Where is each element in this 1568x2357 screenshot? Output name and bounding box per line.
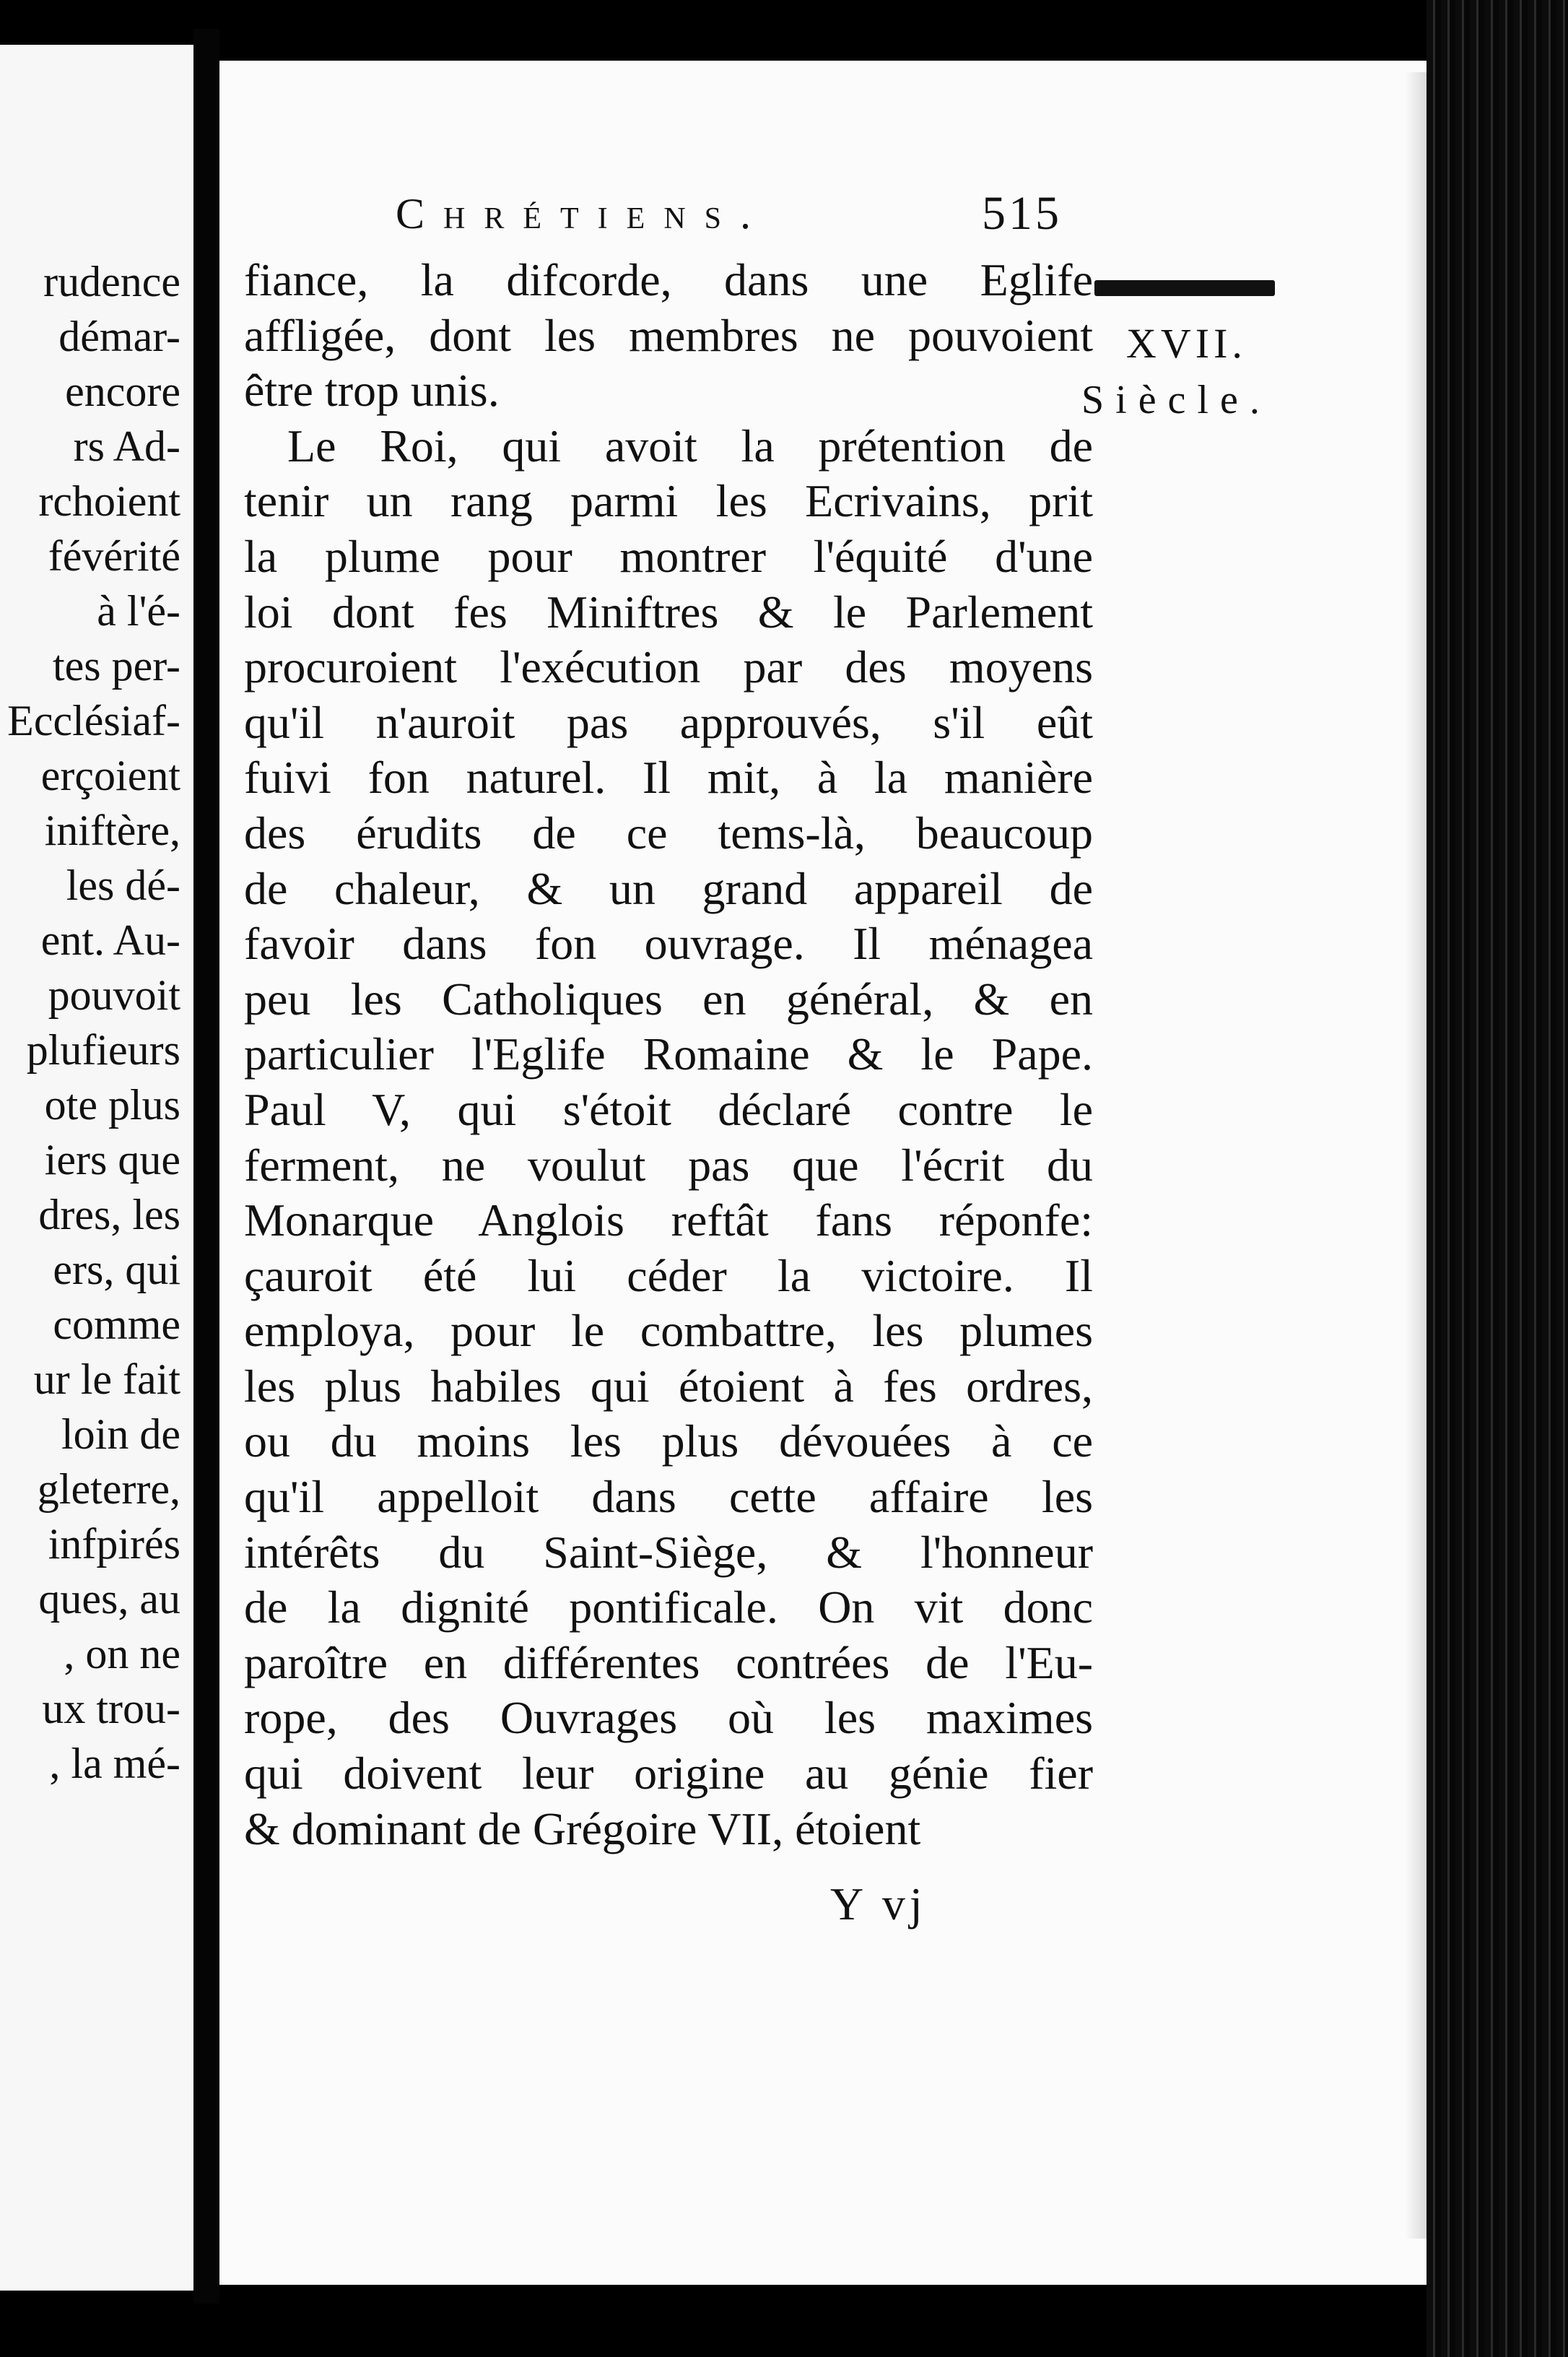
book-edge [1427,0,1568,2357]
margin-century-word: Siècle. [1081,378,1271,422]
signature-mark: Y vj [830,1878,927,1930]
margin-rule [1094,280,1275,296]
previous-page-line: gleterre, [37,1465,180,1513]
previous-page-line: févérité [48,532,180,580]
previous-page-line: rs Ad- [73,422,180,470]
text-line: être trop unis. [244,365,500,417]
previous-page-line: iniftère, [44,807,180,854]
page-number: 515 [982,187,1062,240]
previous-page-line: ers, qui [53,1246,180,1293]
text-line: de chaleur, & un grand appareil de [244,862,1093,914]
text-line: intérêts du Saint-Siège, & l'honneur [244,1526,1093,1578]
text-line: qui doivent leur origine au génie fier [244,1748,1093,1800]
text-line: fiance, la difcorde, dans une Eglife [244,254,1093,305]
previous-page-line: rchoient [38,477,180,525]
book-gutter [193,29,219,2304]
text-line: Monarque Anglois reftât fans réponfe: [244,1194,1093,1246]
text-line: tenir un rang parmi les Ecrivains, prit [244,475,1093,527]
text-line: loi dont fes Miniftres & le Parlement [244,586,1093,638]
text-line: particulier l'Eglife Romaine & le Pape. [244,1028,1093,1080]
previous-page-line: ux trou- [42,1685,180,1732]
text-line: Paul V, qui s'étoit déclaré contre le [244,1083,1093,1135]
previous-page-line: les dé- [66,861,180,909]
text-line: çauroit été lui céder la victoire. Il [244,1249,1093,1301]
previous-page-line: , on ne [64,1630,180,1677]
text-line: peu les Catholiques en général, & en [244,973,1093,1025]
previous-page-line: encore [65,368,180,415]
running-head: Chrétiens. [396,190,770,238]
previous-page-line: erçoient [40,752,180,799]
text-line: de la dignité pontificale. On vit donc [244,1581,1093,1633]
text-line: les plus habiles qui étoient à fes ordres, [244,1360,1093,1412]
text-line: ou du moins les plus dévouées à ce [244,1415,1093,1467]
body-text [244,253,1093,1857]
text-line: la plume pour montrer l'équité d'une [244,530,1093,582]
previous-page-text [7,254,180,1791]
margin-century-numeral: XVII. [1126,320,1247,367]
text-line: fuivi fon naturel. Il mit, à la manière [244,752,1093,804]
previous-page-line: tes per- [52,642,180,690]
previous-page-line: pouvoit [48,971,180,1019]
previous-page-line: , la mé- [49,1740,180,1787]
text-line: affligée, dont les membres ne pouvoient [244,309,1093,361]
text-line: employa, pour le combattre, les plumes [244,1305,1093,1357]
text-line: favoir dans fon ouvrage. Il ménagea [244,918,1093,970]
text-line: Le Roi, qui avoit la prétention de [287,420,1093,472]
previous-page-line: dres, les [38,1191,180,1238]
previous-page-line: ent. Au- [40,916,180,964]
previous-page-fragment [0,45,193,2291]
previous-page-line: à l'é- [97,587,180,635]
text-line: rope, des Ouvrages où les maximes [244,1692,1093,1744]
previous-page-line: iers que [44,1136,180,1184]
text-line: des érudits de ce tems-là, beaucoup [244,807,1093,859]
previous-page-line: démar- [58,313,180,360]
text-line: procuroient l'exécution par des moyens [244,641,1093,693]
previous-page-line: loin de [61,1410,180,1458]
text-line: paroître en différentes contrées de l'Eu- [244,1636,1093,1688]
text-line: qu'il n'auroit pas approuvés, s'il eût [244,696,1093,748]
text-line: ferment, ne voulut pas que l'écrit du [244,1139,1093,1191]
previous-page-line: comme [53,1301,180,1348]
previous-page-line: Ecclésiaf- [7,697,180,745]
previous-page-line: infpirés [48,1520,180,1568]
previous-page-line: rudence [43,258,180,305]
previous-page-line: plufieurs [26,1026,180,1074]
text-line: qu'il appelloit dans cette affaire les [244,1471,1093,1523]
previous-page-line: ques, au [38,1575,180,1623]
previous-page-line: ote plus [44,1081,180,1129]
text-line: & dominant de Grégoire VII, étoient [244,1802,921,1854]
previous-page-line: ur le fait [33,1355,180,1403]
